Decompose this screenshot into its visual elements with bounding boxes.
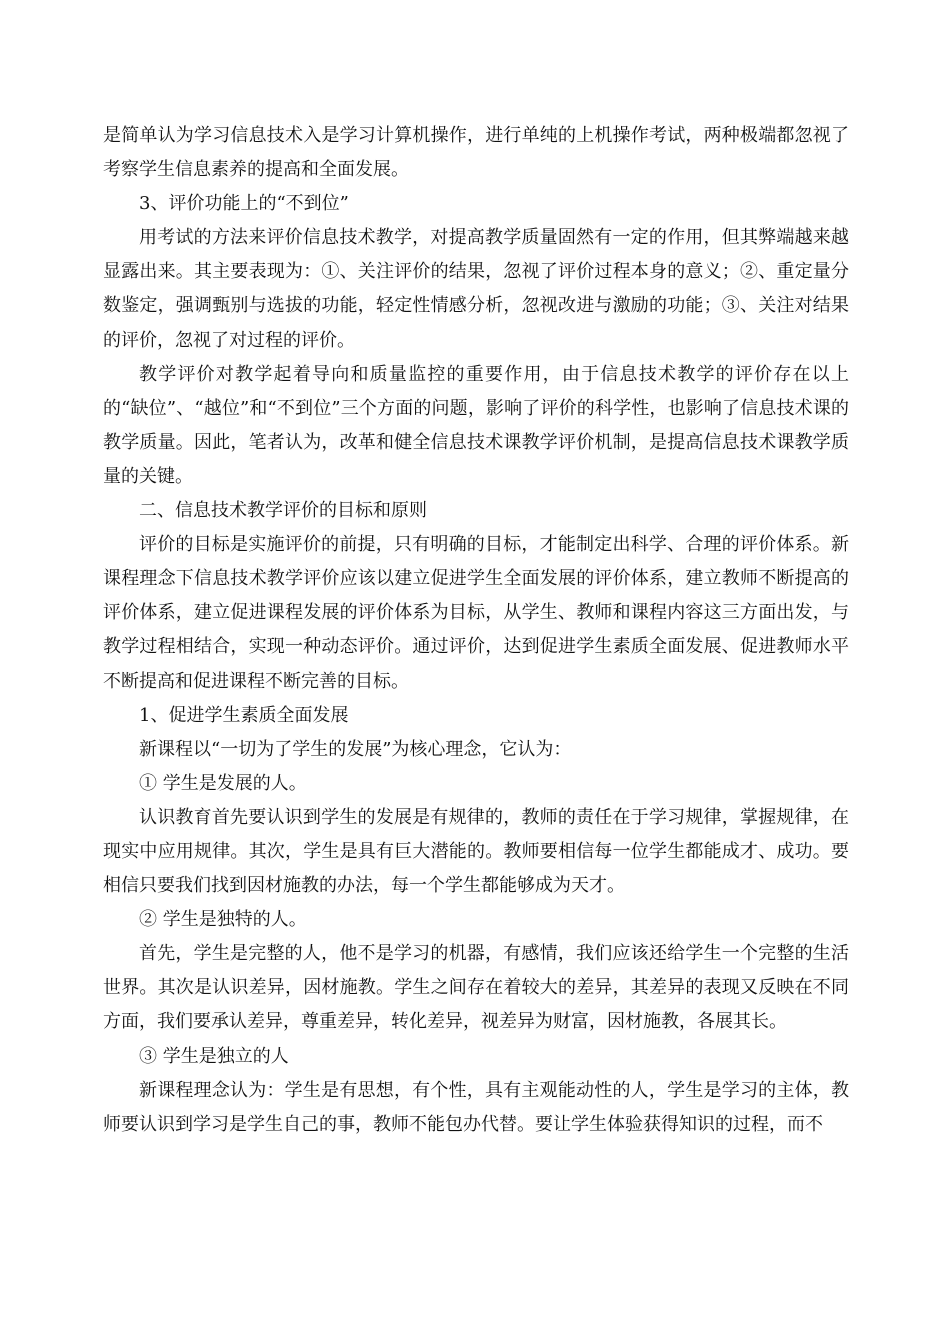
paragraph-core-concept: 新课程以“一切为了学生的发展”为核心理念，它认为： (139, 738, 572, 760)
paragraph-continuation: 是简单认为学习信息技术入是学习计算机操作，进行单纯的上机操作考试，两种极端都忽视了考察学生信息素养的提高和全面发展。 (103, 125, 849, 181)
list-item-unique-person: ② 学生是独特的人。 (139, 909, 307, 931)
paragraph-evaluation-goals: 评价的目标是实施评价的前提，只有明确的目标，才能制定出科学、合理的评价体系。新课程理念下信息技术教学评价应该以建立促进学生全面发展的评价体系，建立教师不断提高的评价体系，建立促进课程发展的评价体系为目标，从学生、教师和课程内容这三方面出发，与教学过程相结合，实现一种动态评价。通过评价，达到促进学生素质全面发展、促进教师水平不断提高和促进课程不断完善的目标。 (103, 534, 849, 692)
document-body (103, 119, 849, 1142)
heading-evaluation-function: 3、评价功能上的“不到位” (139, 193, 349, 215)
paragraph-independent-person: 新课程理念认为：学生是有思想，有个性，具有主观能动性的人，学生是学习的主体，教师要认识到学习是学生自己的事，教师不能包办代替。要让学生体验获得知识的过程，而不 (103, 1079, 849, 1135)
paragraph-exam-drawbacks: 用考试的方法来评价信息技术教学，对提高教学质量固然有一定的作用，但其弊端越来越显露出来。其主要表现为：①、关注评价的结果，忽视了评价过程本身的意义；②、重定量分数鉴定，强调甄别与选拔的功能，轻定性情感分析，忽视改进与激励的功能；③、关注对结果的评价，忽视了对过程的评价。 (103, 227, 849, 351)
heading-student-development: 1、促进学生素质全面发展 (139, 704, 349, 726)
list-item-developing-person: ① 学生是发展的人。 (139, 772, 307, 794)
paragraph-unique-person: 首先，学生是完整的人，他不是学习的机器，有感情，我们应该还给学生一个完整的生活世界。其次是认识差异，因材施教。学生之间存在着较大的差异，其差异的表现又反映在不同方面，我们要承认差异，尊重差异，转化差异，视差异为财富，因材施教，各展其长。 (103, 943, 849, 1033)
paragraph-evaluation-role: 教学评价对教学起着导向和质量监控的重要作用，由于信息技术教学的评价存在以上的“缺位”、“越位”和“不到位”三个方面的问题，影响了评价的科学性，也影响了信息技术课的教学质量。因此，笔者认为，改革和健全信息技术课教学评价机制，是提高信息技术课教学质量的关键。 (103, 363, 849, 487)
heading-section-two: 二、信息技术教学评价的目标和原则 (139, 500, 427, 522)
list-item-independent-person: ③ 学生是独立的人 (139, 1045, 289, 1067)
paragraph-developing-person: 认识教育首先要认识到学生的发展是有规律的，教师的责任在于学习规律，掌握规律，在现实中应用规律。其次，学生是具有巨大潜能的。教师要相信每一位学生都能成才、成功。要相信只要我们找到因材施教的办法，每一个学生都能够成为天才。 (103, 806, 849, 897)
